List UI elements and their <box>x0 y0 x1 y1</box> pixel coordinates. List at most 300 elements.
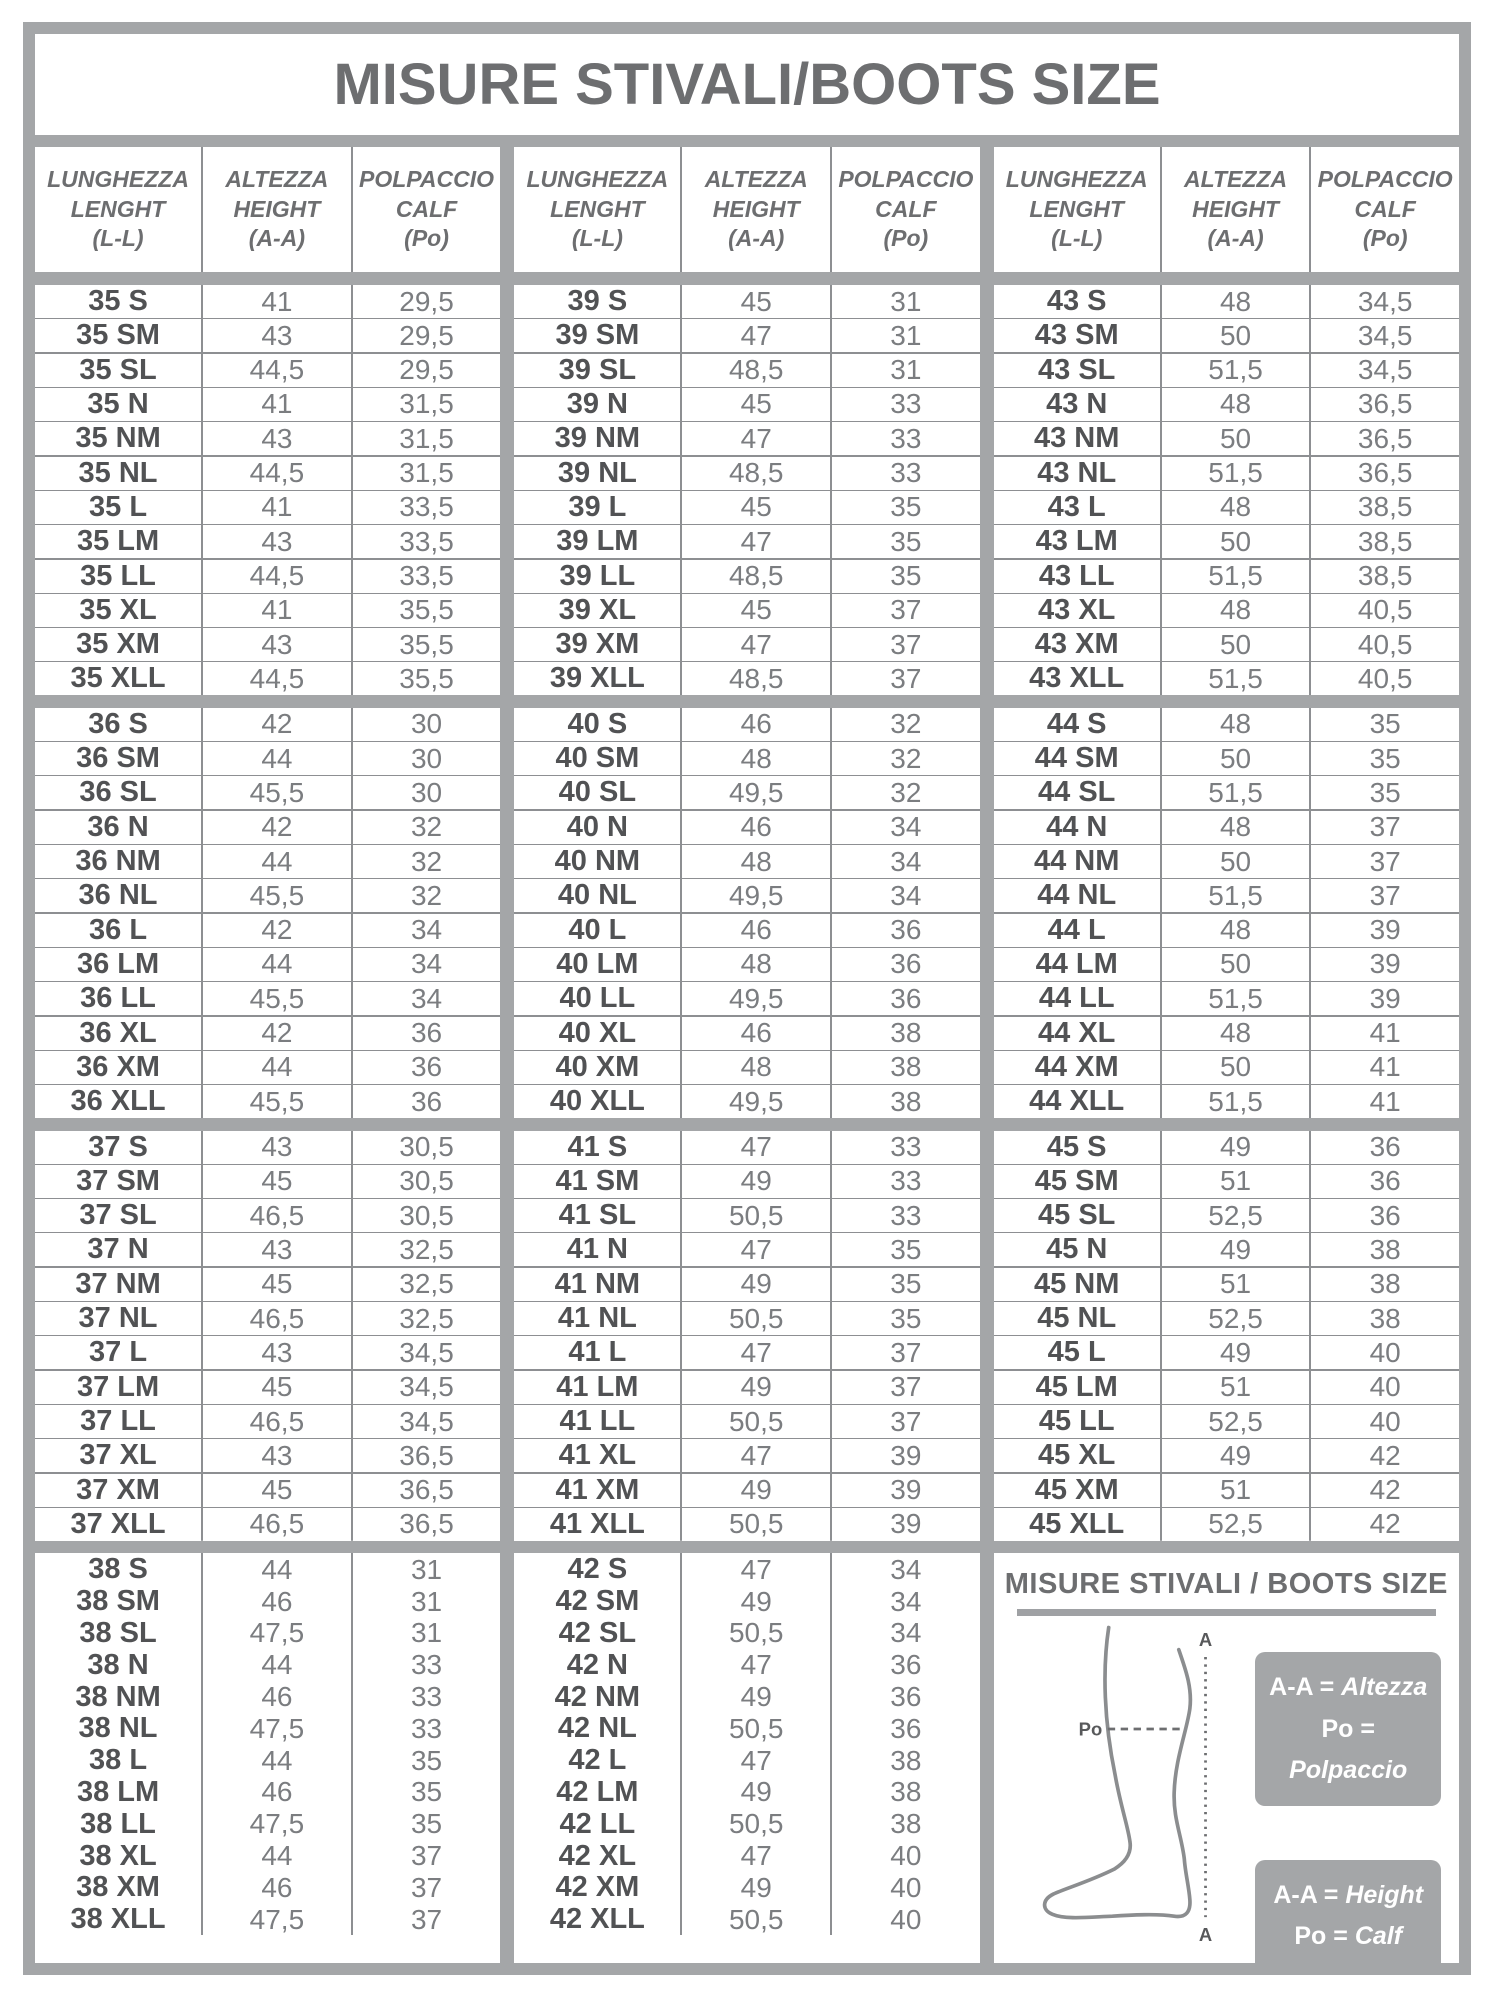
height-cell: 51 <box>1162 1371 1310 1404</box>
size-cell: 45 LM <box>994 1371 1160 1404</box>
table-row <box>514 1165 979 1197</box>
height-cell: 51 <box>1162 1268 1310 1301</box>
height-cell: 48 <box>1162 285 1310 318</box>
size-block <box>35 285 500 695</box>
table-row <box>514 1336 979 1368</box>
table-row <box>994 628 1459 660</box>
height-cell: 48 <box>1162 491 1310 524</box>
size-cell: 38 XLL <box>35 1903 201 1936</box>
table-row <box>514 525 979 557</box>
header-line: HEIGHT <box>712 195 800 222</box>
calf-cell: 37 <box>832 1336 980 1369</box>
size-cell: 44 S <box>994 708 1160 741</box>
table-row <box>514 1508 979 1540</box>
header-line: (A-A) <box>728 225 785 252</box>
height-cell: 52,5 <box>1162 1302 1310 1335</box>
table-row <box>514 1199 979 1231</box>
size-cell: 41 SM <box>514 1165 680 1198</box>
size-cell: 40 S <box>514 708 680 741</box>
header-line: (Po) <box>1362 225 1408 252</box>
legend-line: A-A = Height <box>1273 1881 1424 1909</box>
calf-cell: 35 <box>832 525 980 558</box>
table-header-row <box>994 147 1459 272</box>
table-row <box>514 914 979 946</box>
height-cell: 49 <box>682 1474 830 1507</box>
header-line: (Po) <box>883 225 929 252</box>
size-cell: 45 LL <box>994 1405 1160 1438</box>
height-cell: 49,5 <box>682 982 830 1015</box>
table-row <box>994 491 1459 523</box>
size-cell: 39 SL <box>514 354 680 387</box>
calf-cell: 40 <box>1311 1371 1459 1404</box>
calf-cell: 31 <box>353 1553 501 1586</box>
size-block <box>35 1131 500 1541</box>
calf-cell: 38 <box>1311 1233 1459 1266</box>
size-cell: 36 SM <box>35 742 201 775</box>
size-cell: 41 SL <box>514 1199 680 1232</box>
table-row <box>514 491 979 523</box>
size-cell: 37 LL <box>35 1405 201 1438</box>
size-cell: 38 LL <box>35 1808 201 1841</box>
size-cell: 42 SM <box>514 1585 680 1618</box>
size-cell: 40 XM <box>514 1051 680 1084</box>
table-row <box>994 1017 1459 1049</box>
table-row <box>514 1131 979 1163</box>
calf-cell: 38,5 <box>1311 525 1459 558</box>
table-row <box>994 1268 1459 1300</box>
size-cell: 36 SL <box>35 776 201 809</box>
table-row <box>994 1508 1459 1540</box>
height-cell: 43 <box>203 319 351 352</box>
size-cell: 44 NM <box>994 845 1160 878</box>
header-line: CALF <box>395 195 458 222</box>
table-row <box>994 1085 1459 1117</box>
table-row <box>994 708 1459 740</box>
calf-cell: 34 <box>832 1617 980 1650</box>
table-row <box>514 879 979 911</box>
table-row <box>514 1776 979 1806</box>
page-title: MISURE STIVALI/BOOTS SIZE <box>35 34 1459 135</box>
calf-cell: 39 <box>832 1474 980 1507</box>
size-cell: 43 L <box>994 491 1160 524</box>
height-cell: 44,5 <box>203 560 351 593</box>
calf-cell: 37 <box>1311 811 1459 844</box>
height-cell: 50 <box>1162 319 1310 352</box>
calf-cell: 37 <box>353 1903 501 1936</box>
table-row <box>514 628 979 660</box>
calf-cell: 32,5 <box>353 1302 501 1335</box>
calf-cell: 32 <box>832 776 980 809</box>
height-cell: 48 <box>682 742 830 775</box>
table-row <box>994 948 1459 980</box>
header-line: POLPACCIO <box>359 165 495 192</box>
size-cell: 45 XM <box>994 1474 1160 1507</box>
column-header-altezza-height <box>203 147 351 272</box>
size-cell: 41 XLL <box>514 1508 680 1541</box>
calf-cell: 35,5 <box>353 628 501 661</box>
height-cell: 52,5 <box>1162 1199 1310 1232</box>
calf-cell: 36 <box>832 1649 980 1682</box>
height-cell: 42 <box>203 708 351 741</box>
table-row <box>35 491 500 523</box>
table-row <box>35 1712 500 1745</box>
header-line: HEIGHT <box>233 195 321 222</box>
table-row <box>514 1439 979 1471</box>
size-cell: 43 XLL <box>994 662 1160 695</box>
calf-cell: 36 <box>1311 1165 1459 1198</box>
calf-cell: 38 <box>1311 1268 1459 1301</box>
height-cell: 43 <box>203 525 351 558</box>
table-row <box>514 285 979 317</box>
calf-cell: 33,5 <box>353 525 501 558</box>
table-row <box>514 560 979 592</box>
table-row <box>35 1131 500 1163</box>
calf-cell: 41 <box>1311 1051 1459 1084</box>
header-line: LENGHT <box>70 195 166 222</box>
table-row <box>514 742 979 774</box>
calf-cell: 34,5 <box>1311 354 1459 387</box>
calf-cell: 34,5 <box>353 1336 501 1369</box>
height-cell: 45 <box>682 285 830 318</box>
calf-cell: 35 <box>353 1744 501 1777</box>
size-cell: 36 XM <box>35 1051 201 1084</box>
calf-cell: 35 <box>832 1302 980 1335</box>
size-cell: 41 XM <box>514 1474 680 1507</box>
height-cell: 46 <box>203 1681 351 1714</box>
calf-cell: 40 <box>832 1871 980 1904</box>
height-cell: 45 <box>682 594 830 627</box>
size-block <box>994 285 1459 695</box>
height-cell: 46,5 <box>203 1302 351 1335</box>
height-cell: 51,5 <box>1162 879 1310 912</box>
calf-cell: 35,5 <box>353 594 501 627</box>
table-row <box>994 1302 1459 1334</box>
height-cell: 50,5 <box>682 1903 830 1936</box>
header-line: (L-L) <box>1051 225 1103 252</box>
calf-cell: 35 <box>832 560 980 593</box>
size-cell: 41 NL <box>514 1302 680 1335</box>
leg-diagram-wrap <box>1012 1622 1256 1955</box>
table-row <box>514 1617 979 1647</box>
calf-cell: 40 <box>1311 1336 1459 1369</box>
height-cell: 45 <box>682 388 830 421</box>
size-cell: 45 L <box>994 1336 1160 1369</box>
table-row <box>514 319 979 351</box>
calf-cell: 33 <box>832 457 980 490</box>
a-label-top: A <box>1199 1629 1213 1651</box>
calf-cell: 37 <box>832 1405 980 1438</box>
size-cell: 39 LM <box>514 525 680 558</box>
calf-cell: 32 <box>832 742 980 775</box>
legend-key-italian <box>1255 1652 1441 1806</box>
header-line: LENGHT <box>1029 195 1124 222</box>
legend-underline-bar <box>1017 1609 1436 1616</box>
table-row <box>514 708 979 740</box>
size-cell: 38 XM <box>35 1871 201 1904</box>
height-cell: 49 <box>1162 1233 1310 1266</box>
height-cell: 50,5 <box>682 1302 830 1335</box>
table-row <box>35 1268 500 1300</box>
size-cell: 40 SM <box>514 742 680 775</box>
calf-cell: 40 <box>1311 1405 1459 1438</box>
size-cell: 36 LM <box>35 948 201 981</box>
size-cell: 42 SL <box>514 1617 680 1650</box>
header-line: (A-A) <box>1207 225 1264 252</box>
height-cell: 46 <box>203 1776 351 1809</box>
height-cell: 49 <box>682 1165 830 1198</box>
table-row <box>35 594 500 626</box>
height-cell: 46 <box>682 811 830 844</box>
size-block <box>514 1553 979 1963</box>
table-row <box>514 1871 979 1904</box>
size-cell: 38 LM <box>35 1776 201 1809</box>
legend-key-english <box>1255 1860 1441 1963</box>
table-row <box>35 1871 500 1904</box>
height-cell: 48,5 <box>682 560 830 593</box>
table-row <box>994 1405 1459 1437</box>
size-cell: 41 LL <box>514 1405 680 1438</box>
height-cell: 45 <box>682 491 830 524</box>
size-block <box>35 708 500 1118</box>
calf-cell: 37 <box>1311 845 1459 878</box>
size-block <box>994 1131 1459 1541</box>
header-line: (L-L) <box>92 225 144 252</box>
size-cell: 35 LM <box>35 525 201 558</box>
calf-cell: 30 <box>353 776 501 809</box>
size-table-group-3 <box>994 147 1459 1963</box>
height-cell: 45,5 <box>203 982 351 1015</box>
height-cell: 46 <box>682 708 830 741</box>
height-cell: 51 <box>1162 1474 1310 1507</box>
size-cell: 43 SL <box>994 354 1160 387</box>
size-cell: 45 N <box>994 1233 1160 1266</box>
height-cell: 47,5 <box>203 1903 351 1936</box>
size-cell: 42 LM <box>514 1776 680 1809</box>
size-block <box>514 708 979 1118</box>
height-cell: 47,5 <box>203 1617 351 1650</box>
calf-cell: 34,5 <box>353 1405 501 1438</box>
size-cell: 40 NM <box>514 845 680 878</box>
size-cell: 40 N <box>514 811 680 844</box>
size-cell: 45 NL <box>994 1302 1160 1335</box>
table-row <box>35 1585 500 1618</box>
height-cell: 47 <box>682 1744 830 1777</box>
calf-cell: 29,5 <box>353 354 501 387</box>
calf-cell: 35 <box>1311 776 1459 809</box>
size-cell: 38 NM <box>35 1681 201 1714</box>
height-cell: 41 <box>203 594 351 627</box>
table-row <box>514 1744 979 1777</box>
table-header-row <box>514 147 979 272</box>
table-row <box>514 422 979 454</box>
size-cell: 44 LM <box>994 948 1160 981</box>
chart-frame <box>23 22 1471 1975</box>
column-header-altezza-height <box>1162 147 1310 272</box>
size-cell: 39 S <box>514 285 680 318</box>
column-header-lunghezza-lenght <box>994 147 1160 272</box>
size-cell: 37 SL <box>35 1199 201 1232</box>
size-cell: 40 XL <box>514 1017 680 1050</box>
header-line: (A-A) <box>248 225 305 252</box>
table-row <box>35 285 500 317</box>
size-cell: 39 XLL <box>514 662 680 695</box>
size-cell: 36 N <box>35 811 201 844</box>
calf-cell: 35 <box>353 1808 501 1841</box>
height-cell: 48 <box>682 948 830 981</box>
size-cell: 41 N <box>514 1233 680 1266</box>
height-cell: 45 <box>203 1165 351 1198</box>
calf-cell: 38 <box>1311 1302 1459 1335</box>
table-row <box>994 811 1459 843</box>
calf-cell: 32 <box>832 708 980 741</box>
size-cell: 45 SM <box>994 1165 1160 1198</box>
table-row <box>514 1840 979 1870</box>
column-header-lunghezza-lenght <box>514 147 680 272</box>
calf-cell: 39 <box>1311 982 1459 1015</box>
calf-cell: 39 <box>1311 948 1459 981</box>
calf-cell: 36,5 <box>1311 422 1459 455</box>
size-cell: 35 NL <box>35 457 201 490</box>
legend-title: MISURE STIVALI / BOOTS SIZE <box>1004 1568 1448 1601</box>
header-line: LUNGHEZZA <box>526 165 669 192</box>
calf-cell: 38 <box>832 1744 980 1777</box>
size-cell: 40 XLL <box>514 1085 680 1118</box>
size-cell: 44 SL <box>994 776 1160 809</box>
table-row <box>994 1371 1459 1403</box>
calf-cell: 36 <box>1311 1199 1459 1232</box>
table-row <box>514 1017 979 1049</box>
size-cell: 39 SM <box>514 319 680 352</box>
table-row <box>35 1776 500 1806</box>
header-line: CALF <box>875 195 937 222</box>
size-cell: 43 N <box>994 388 1160 421</box>
size-cell: 37 N <box>35 1233 201 1266</box>
height-cell: 46 <box>682 1017 830 1050</box>
table-row <box>994 662 1459 694</box>
calf-cell: 33 <box>832 388 980 421</box>
po-label: Po <box>1079 1718 1103 1740</box>
height-cell: 44 <box>203 948 351 981</box>
height-cell: 50,5 <box>682 1508 830 1541</box>
height-cell: 45 <box>203 1268 351 1301</box>
height-cell: 50,5 <box>682 1199 830 1232</box>
height-cell: 42 <box>203 1017 351 1050</box>
size-cell: 36 NL <box>35 879 201 912</box>
size-cell: 37 NM <box>35 1268 201 1301</box>
calf-cell: 33 <box>353 1712 501 1745</box>
table-row <box>514 1808 979 1838</box>
size-cell: 36 LL <box>35 982 201 1015</box>
height-cell: 50,5 <box>682 1808 830 1841</box>
calf-cell: 42 <box>1311 1474 1459 1507</box>
calf-cell: 40 <box>832 1903 980 1936</box>
height-cell: 44 <box>203 1553 351 1586</box>
calf-cell: 34,5 <box>1311 319 1459 352</box>
height-cell: 50 <box>1162 948 1310 981</box>
height-cell: 46 <box>203 1585 351 1618</box>
table-row <box>35 1051 500 1083</box>
table-row <box>35 1681 500 1711</box>
table-row <box>994 1233 1459 1265</box>
table-row <box>35 1508 500 1540</box>
measure-legend <box>994 1553 1459 1963</box>
size-block <box>994 708 1459 1118</box>
calf-cell: 37 <box>832 594 980 627</box>
table-row <box>514 1371 979 1403</box>
legend-line: Po = Polpaccio <box>1289 1714 1408 1784</box>
size-cell: 45 XLL <box>994 1508 1160 1541</box>
height-cell: 43 <box>203 628 351 661</box>
calf-cell: 38 <box>832 1776 980 1809</box>
height-cell: 50 <box>1162 742 1310 775</box>
legend-line: A-A = Altezza <box>1269 1673 1428 1702</box>
height-cell: 49 <box>1162 1131 1310 1164</box>
table-row <box>35 1405 500 1437</box>
calf-cell: 36 <box>832 948 980 981</box>
size-cell: 42 LL <box>514 1808 680 1841</box>
table-row <box>994 457 1459 489</box>
size-cell: 37 L <box>35 1336 201 1369</box>
table-row <box>514 457 979 489</box>
column-header-polpaccio-calf <box>353 147 501 272</box>
header-line: (Po) <box>404 225 449 252</box>
calf-cell: 35 <box>1311 742 1459 775</box>
table-row <box>35 457 500 489</box>
height-cell: 48 <box>682 1051 830 1084</box>
calf-cell: 31 <box>832 285 980 318</box>
table-header-row <box>35 147 500 272</box>
calf-cell: 33 <box>353 1681 501 1714</box>
height-cell: 48 <box>1162 388 1310 421</box>
calf-cell: 30 <box>353 708 501 741</box>
height-cell: 49,5 <box>682 1085 830 1118</box>
height-cell: 43 <box>203 1439 351 1472</box>
height-cell: 47 <box>682 1336 830 1369</box>
table-row <box>994 1474 1459 1506</box>
calf-cell: 31 <box>832 319 980 352</box>
height-cell: 44,5 <box>203 354 351 387</box>
height-cell: 43 <box>203 1233 351 1266</box>
calf-cell: 41 <box>1311 1085 1459 1118</box>
size-cell: 40 SL <box>514 776 680 809</box>
table-row <box>994 1439 1459 1471</box>
table-row <box>35 811 500 843</box>
table-row <box>514 1903 979 1936</box>
calf-cell: 40,5 <box>1311 594 1459 627</box>
calf-cell: 35 <box>1311 708 1459 741</box>
size-cell: 37 SM <box>35 1165 201 1198</box>
size-cell: 44 N <box>994 811 1160 844</box>
height-cell: 52,5 <box>1162 1508 1310 1541</box>
table-row <box>514 1233 979 1265</box>
calf-cell: 32,5 <box>353 1233 501 1266</box>
calf-cell: 36 <box>1311 1131 1459 1164</box>
table-row <box>514 354 979 386</box>
height-cell: 45 <box>203 1474 351 1507</box>
column-header-lunghezza-lenght <box>35 147 201 272</box>
height-cell: 51,5 <box>1162 560 1310 593</box>
calf-cell: 41 <box>1311 1017 1459 1050</box>
header-line: ALTEZZA <box>1184 165 1288 192</box>
height-cell: 47 <box>682 1649 830 1682</box>
table-row <box>514 1649 979 1679</box>
calf-cell: 34 <box>832 1585 980 1618</box>
calf-cell: 33 <box>353 1649 501 1682</box>
height-cell: 46 <box>682 914 830 947</box>
table-row <box>994 776 1459 808</box>
size-cell: 38 S <box>35 1553 201 1586</box>
calf-cell: 36 <box>832 1681 980 1714</box>
